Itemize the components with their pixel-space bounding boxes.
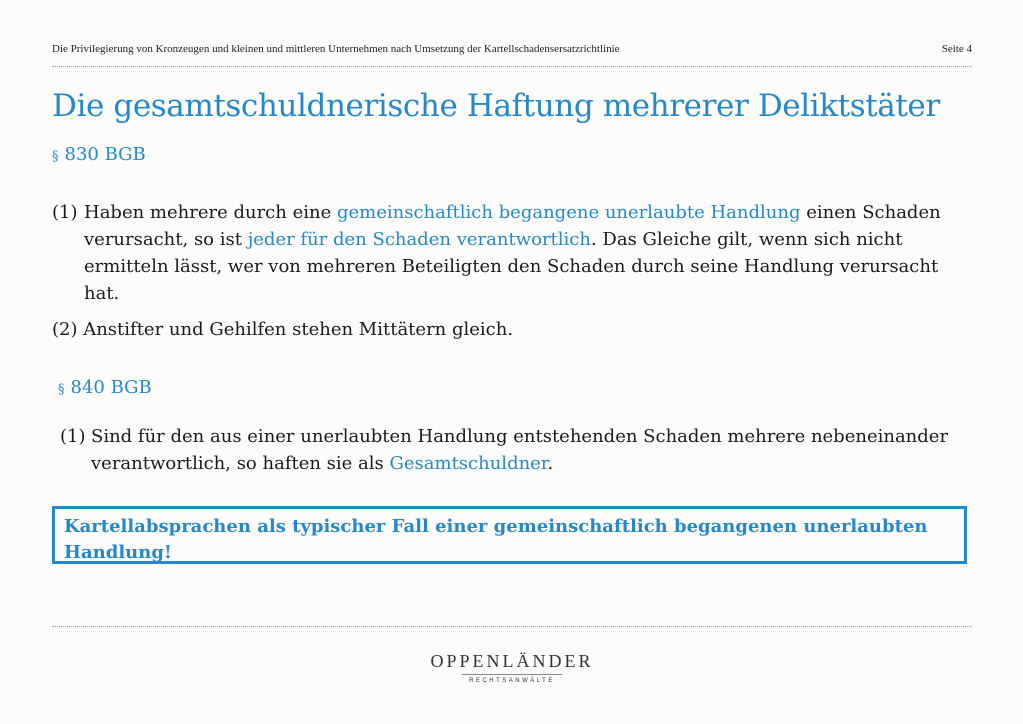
document-title: Die Privilegierung von Kronzeugen und kleinen und mittleren Unternehmen nach Umsetzung der Kartellschadensersatzrichtlinie	[52, 43, 620, 55]
firm-logo	[430, 651, 594, 693]
page-number: Seite 4	[941, 43, 972, 55]
section-heading-840	[58, 377, 152, 398]
clause-text-part: . Das Gleiche gilt, wenn sich nicht ermitteln lässt, wer von mehreren Beteiligten den Schaden durch seine Handlung verursacht hat.	[84, 229, 939, 304]
paragraph-symbol: §	[58, 382, 65, 397]
section-heading-label: 830 BGB	[64, 144, 146, 165]
callout-box: Kartellabsprachen als typischer Fall einer gemeinschaftlich begangenen unerlaubten Handlung!	[52, 506, 967, 564]
slide-title: Die gesamtschuldnerische Haftung mehrerer Deliktstäter	[52, 88, 940, 124]
footer-divider	[52, 626, 972, 627]
section-heading-830	[52, 144, 146, 165]
highlight-text: Gesamtschuldner	[389, 453, 548, 474]
clause-number: (1)	[60, 426, 86, 447]
logo-subtitle: RECHTSANWÄLTE	[469, 678, 555, 684]
clause-text-part: einen Schaden verursacht, so ist	[84, 202, 941, 250]
paragraph-symbol: §	[52, 149, 59, 164]
logo-name: OPPENLÄNDER	[430, 651, 594, 671]
clause-text-part: Haben mehrere durch eine	[84, 202, 337, 223]
logo-divider	[462, 674, 562, 675]
clause-number: (1)	[52, 202, 78, 223]
clause-text	[84, 199, 979, 307]
section-heading-label: 840 BGB	[70, 377, 152, 398]
header-divider	[52, 66, 972, 67]
clause-text	[91, 423, 951, 477]
clause-830-2: (2) Anstifter und Gehilfen stehen Mittätern gleich.	[52, 319, 514, 340]
clause-text-part: Sind für den aus einer unerlaubten Handlung entstehenden Schaden mehrere nebeneinander verantwortlich, so haften sie als	[91, 426, 949, 474]
highlight-text: gemeinschaftlich begangene unerlaubte Handlung	[336, 202, 801, 223]
highlight-text: jeder für den Schaden verantwortlich	[247, 229, 591, 250]
clause-text-part: .	[547, 453, 554, 474]
